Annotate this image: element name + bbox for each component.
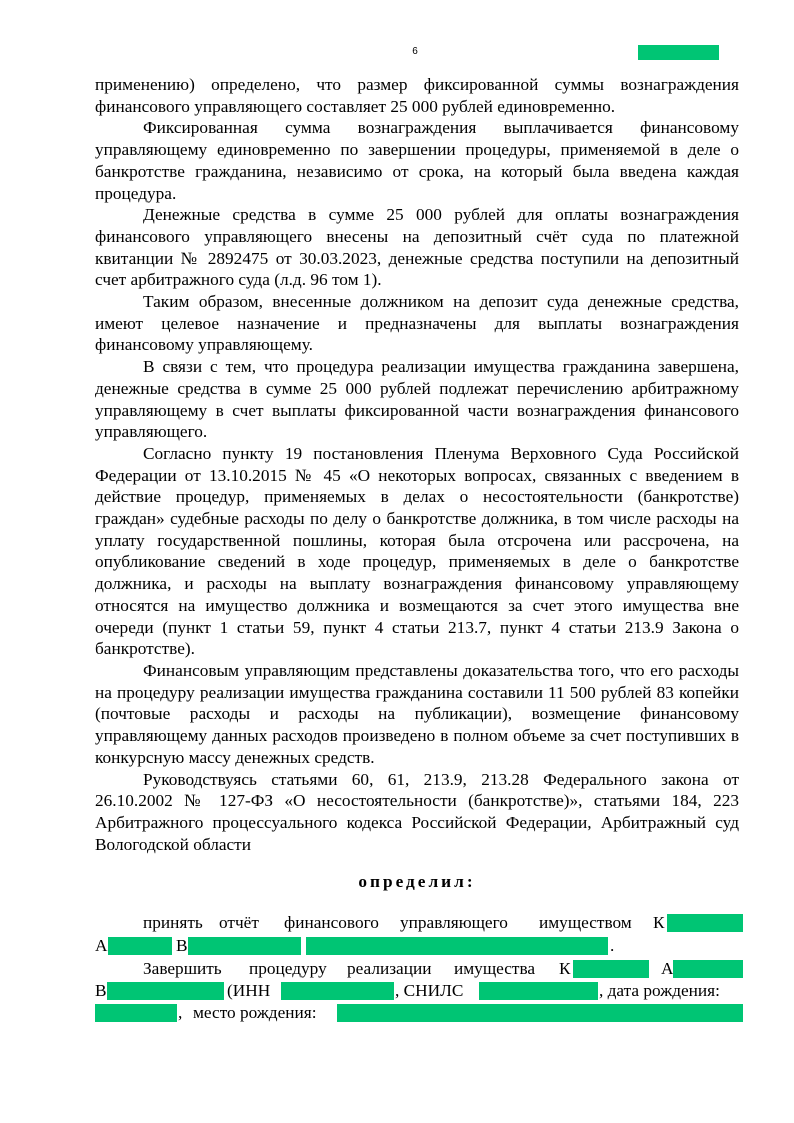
decision-word: , СНИЛС <box>395 981 464 1000</box>
decision-line <box>95 912 743 934</box>
decision-word: (ИНН <box>227 981 271 1000</box>
redaction-block <box>281 982 394 1000</box>
decision-line <box>95 980 743 1002</box>
decision-word: процедуру <box>249 959 327 978</box>
decision-word: К <box>653 913 665 932</box>
redaction-block <box>306 937 608 955</box>
redaction-block <box>188 937 301 955</box>
redaction-block <box>673 960 743 978</box>
decision-word: , <box>178 1003 183 1022</box>
decision-word: К <box>559 959 571 978</box>
redaction-block <box>573 960 649 978</box>
decision-word: Завершить <box>143 959 222 978</box>
paragraph: В связи с тем, что процедура реализации имущества гражданина завершена, денежные средства в сумме 25 000 рублей подлежат перечислению арбитражному управляющему в счет выплаты фиксированной части вознаграждения финансового управляющего. <box>95 357 739 442</box>
body-text <box>95 74 739 855</box>
paragraph: Денежные средства в сумме 25 000 рублей для оплаты вознаграждения финансового управляющего внесены на депозитный счёт суда по платежной квитанции № 2892475 от 30.03.2023, денежные средства поступили на депозитный счет арбитражного суда (л.д. 96 том 1). <box>95 205 739 290</box>
decision-word: отчёт <box>219 913 259 932</box>
decision-word: принять <box>143 913 203 932</box>
paragraph: Таким образом, внесенные должником на депозит суда денежные средства, имеют целевое назначение и предназначены для выплаты вознаграждения финансовому управляющему. <box>95 292 739 355</box>
decision-word: управляющего <box>400 913 508 932</box>
decision-word: . <box>610 936 615 955</box>
decision-word: имущества <box>454 959 536 978</box>
decision-word: В <box>176 936 188 955</box>
decision-word: реализации <box>347 959 432 978</box>
decision-word: имуществом <box>539 913 632 932</box>
decision-line <box>95 935 743 957</box>
redaction-block <box>107 982 224 1000</box>
decision-word: А <box>661 959 674 978</box>
decision-word: А <box>95 936 108 955</box>
page-number: 6 <box>412 46 418 57</box>
redaction-block <box>479 982 598 1000</box>
redaction-block <box>108 937 172 955</box>
decision-word: место рождения: <box>193 1003 317 1022</box>
decision-heading: определил: <box>358 872 476 891</box>
decision-line <box>95 1002 743 1024</box>
redaction-block <box>95 1004 177 1022</box>
redaction-block <box>667 914 743 932</box>
redaction-header <box>638 45 719 60</box>
decision-word: финансового <box>284 913 379 932</box>
paragraph: применению) определено, что размер фиксированной суммы вознаграждения финансового управляющего составляет 25 000 рублей единовременно. <box>95 75 739 116</box>
paragraph: Согласно пункту 19 постановления Пленума Верховного Суда Российской Федерации от 13.10.2015 № 45 «О некоторых вопросах, связанных с введением в действие процедур, применяемых в делах о несостоятельности (банкротстве) граждан» судебные расходы по делу о банкротстве должника, в том числе расходы на уплату государственной пошлины, которая была отсрочена или рассрочена, на опубликование сведений в ходе процедур, применяемых в деле о банкротстве должника, и расходы на выплату вознаграждения финансовому управляющему относятся на имущество должника и возмещаются за счет этого имущества вне очереди (пункт 1 статьи 59, пункт 4 статьи 213.7, пункт 4 статьи 213.9 Закона о банкротстве). <box>95 443 739 659</box>
paragraph: Фиксированная сумма вознаграждения выплачивается финансовому управляющему единовременно по завершении процедуры, применяемой в деле о банкротстве гражданина, независимо от срока, на который была введена каждая процедура. <box>95 118 739 203</box>
paragraph: Руководствуясь статьями 60, 61, 213.9, 213.28 Федерального закона от 26.10.2002 № 127-ФЗ «О несостоятельности (банкротстве)», статьями 184, 223 Арбитражного процессуального кодекса Российской Федерации, Арбитражный суд Вологодской области <box>95 769 739 854</box>
paragraph: Финансовым управляющим представлены доказательства того, что его расходы на процедуру реализации имущества гражданина составили 11 500 рублей 83 копейки (почтовые расходы и расходы на публикации), возмещение финансовому управляющему данных расходов произведено в полном объеме за счет поступивших в конкурсную массу денежных средств. <box>95 660 739 767</box>
decision-word: , дата рождения: <box>599 981 720 1000</box>
decision-line <box>95 958 743 980</box>
decision-word: В <box>95 981 107 1000</box>
redaction-block <box>337 1004 743 1022</box>
